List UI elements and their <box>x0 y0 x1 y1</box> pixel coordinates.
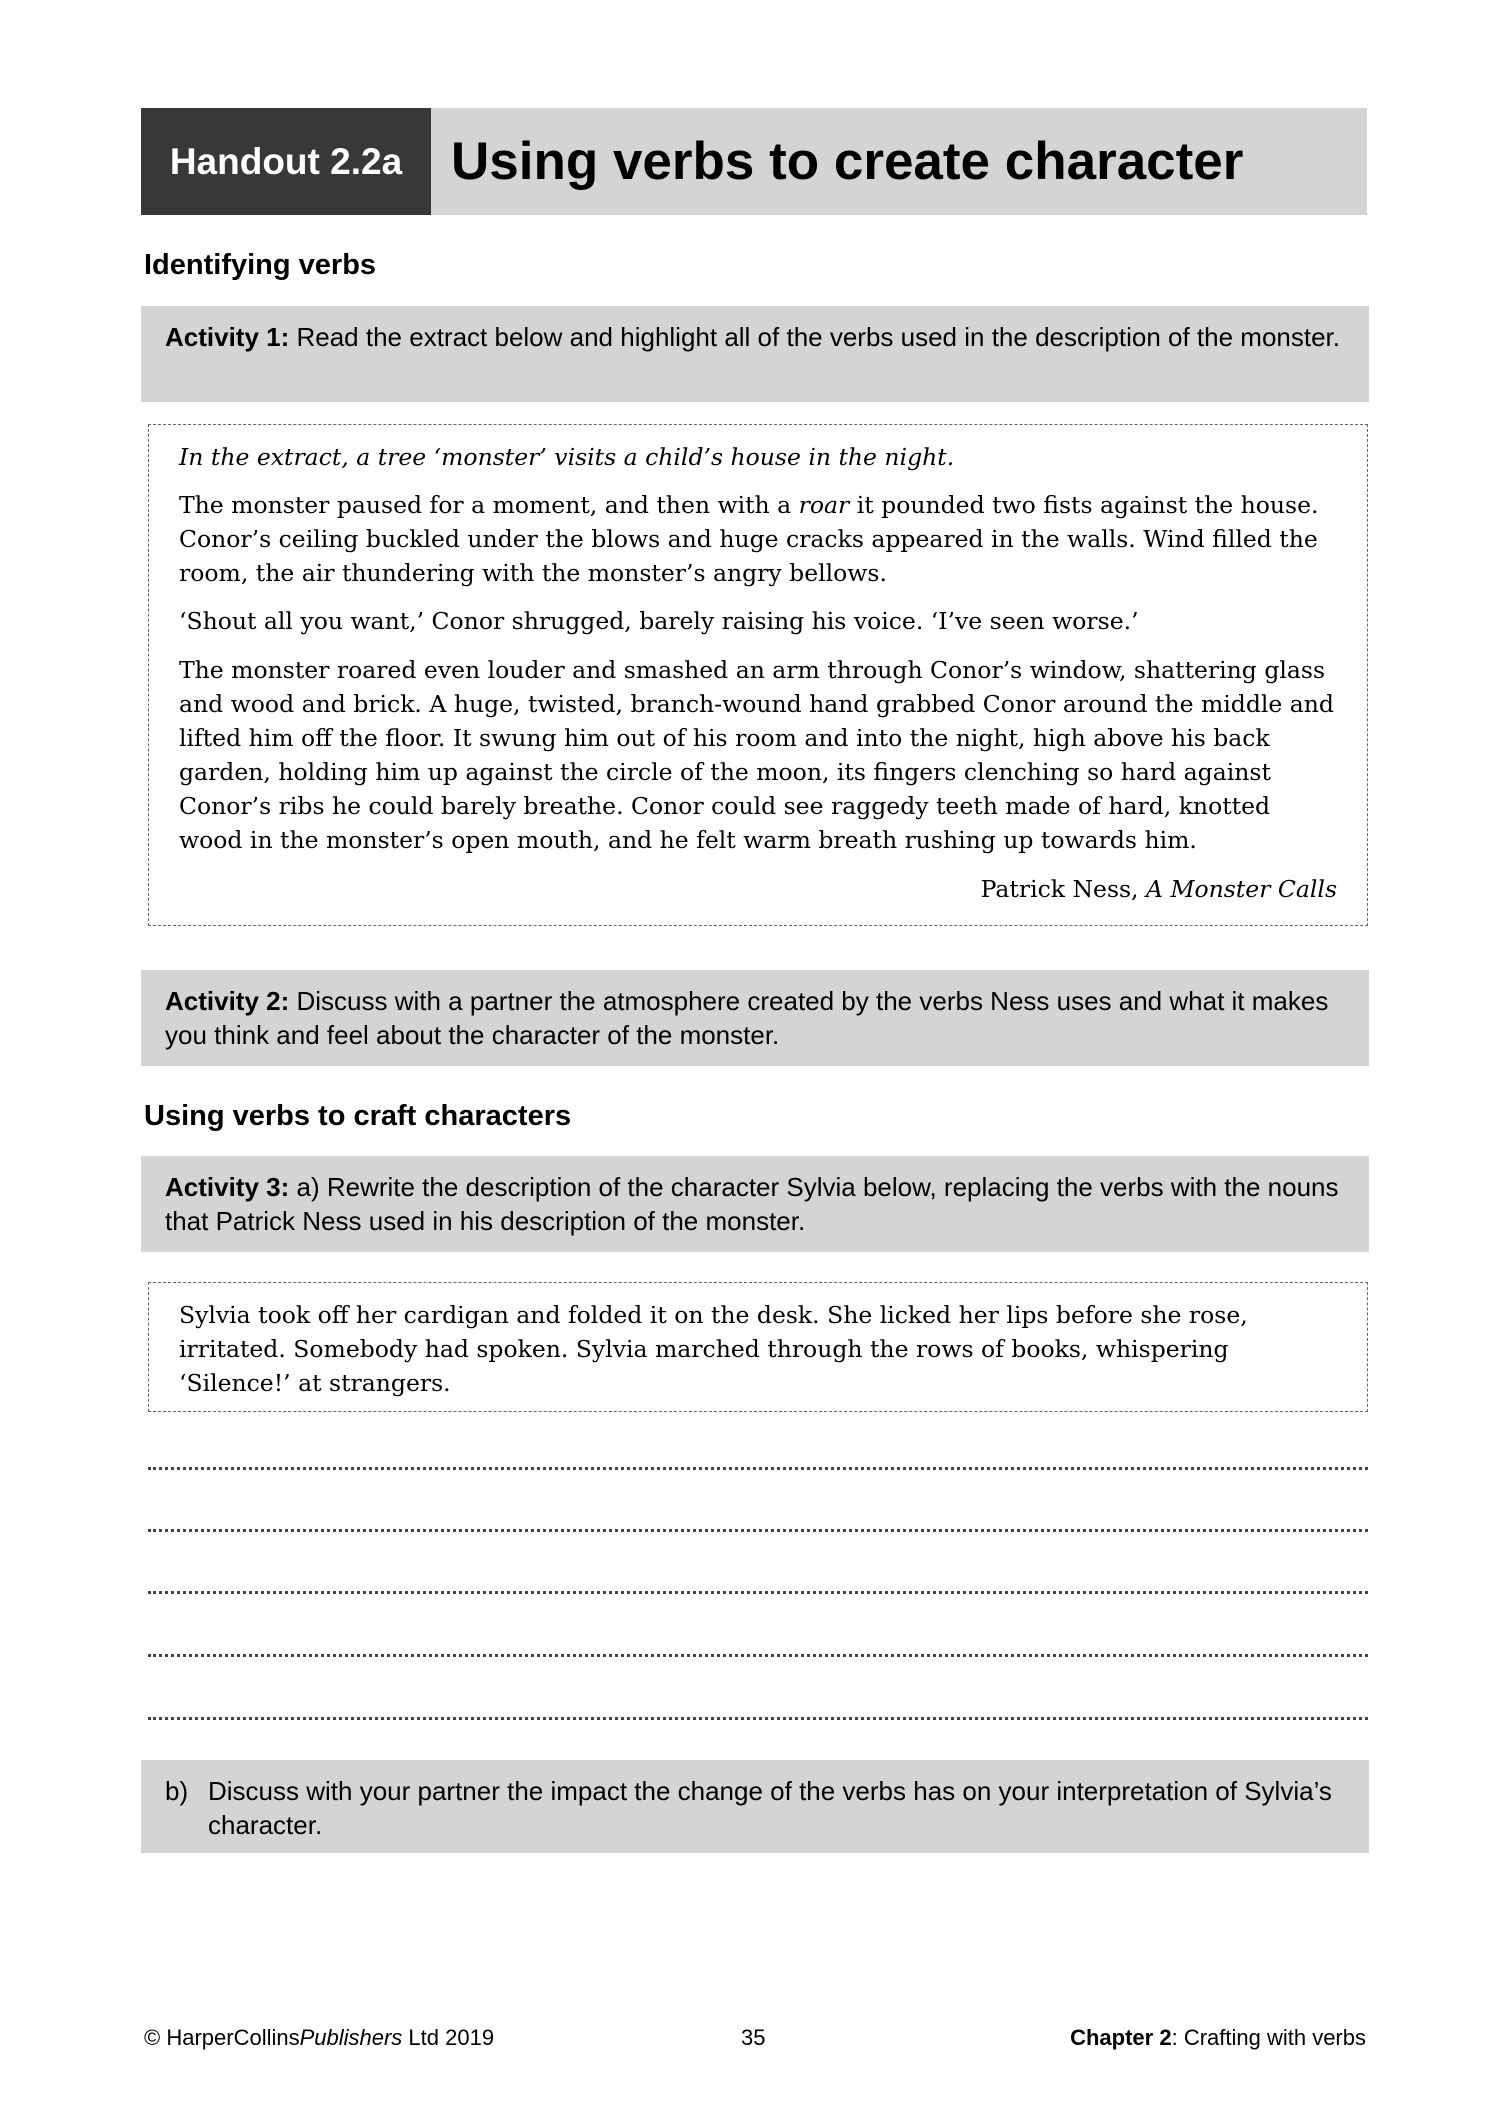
activity-1-box <box>141 306 1369 402</box>
activity-2-label: Activity 2: <box>165 986 290 1016</box>
activity-3b-text: Discuss with your partner the impact the change of the verbs has on your interpretation of Sylvia’s character. <box>208 1776 1332 1840</box>
activity-1-text: Read the extract below and highlight all of the verbs used in the description of the monster. <box>289 322 1341 352</box>
extract-source: Patrick Ness, A Monster Calls <box>980 875 1337 903</box>
extract-box <box>148 424 1368 926</box>
activity-3b-label: b) <box>165 1776 189 1806</box>
page-title: Using verbs to create character <box>431 108 1367 215</box>
roar-word: roar <box>798 491 850 519</box>
activity-1-label: Activity 1: <box>165 322 290 352</box>
extract-paragraph-3: The monster roared even louder and smashed an arm through Conor’s window, shattering glass and wood and brick. A huge, twisted, branch-wound hand grabbed Conor around the middle and lifted him off the floor. It swung him out of his room and into the night, high above his back garden, holding him up against the circle of the moon, its fingers clenching so hard against Conor’s ribs he could barely breathe. Conor could see raggedy teeth made of hard, knotted wood in the monster’s open mouth, and he felt warm breath rushing up towards him. <box>179 656 1334 854</box>
activity-3-box <box>141 1156 1369 1252</box>
activity-3-text: a) Rewrite the description of the character Sylvia below, replacing the verbs with the nouns that Patrick Ness used in his description of the monster. <box>165 1172 1339 1236</box>
writing-line-4[interactable] <box>148 1654 1368 1657</box>
extract-paragraph-2: ‘Shout all you want,’ Conor shrugged, barely raising his voice. ‘I’ve seen worse.’ <box>179 607 1139 635</box>
writing-line-3[interactable] <box>148 1591 1368 1594</box>
writing-line-1[interactable] <box>148 1467 1368 1470</box>
footer-page-number: 35 <box>741 2025 766 2050</box>
sylvia-box <box>148 1282 1368 1412</box>
extract-paragraph-1: The monster paused for a moment, and then with a roar it pounded two fists against the house. Conor’s ceiling buckled under the blows and huge cracks appeared in the walls. Wind filled the room, the air thundering with the monster’s angry bellows. <box>179 491 1319 587</box>
footer-chapter: Chapter 2: Crafting with verbs <box>1070 2025 1366 2050</box>
writing-line-2[interactable] <box>148 1529 1368 1532</box>
section-heading-identifying-verbs: Identifying verbs <box>144 249 377 281</box>
activity-2-text: Discuss with a partner the atmosphere created by the verbs Ness uses and what it makes you think and feel about the character of the monster. <box>165 986 1329 1050</box>
extract-intro: In the extract, a tree ‘monster’ visits a child’s house in the night. <box>179 443 955 471</box>
footer-copyright: © HarperCollinsPublishers Ltd 2019 <box>144 2025 495 2050</box>
activity-2-box <box>141 970 1369 1066</box>
activity-3-label: Activity 3: <box>165 1172 290 1202</box>
section-heading-crafting-characters: Using verbs to craft characters <box>144 1100 572 1132</box>
handout-label: Handout 2.2a <box>141 108 431 215</box>
writing-line-5[interactable] <box>148 1717 1368 1720</box>
sylvia-text: Sylvia took off her cardigan and folded it on the desk. She licked her lips before she rose, irritated. Somebody had spoken. Sylvia marched through the rows of books, whispering ‘Silence!’ at strangers. <box>179 1301 1248 1397</box>
activity-3b-box <box>141 1760 1369 1853</box>
